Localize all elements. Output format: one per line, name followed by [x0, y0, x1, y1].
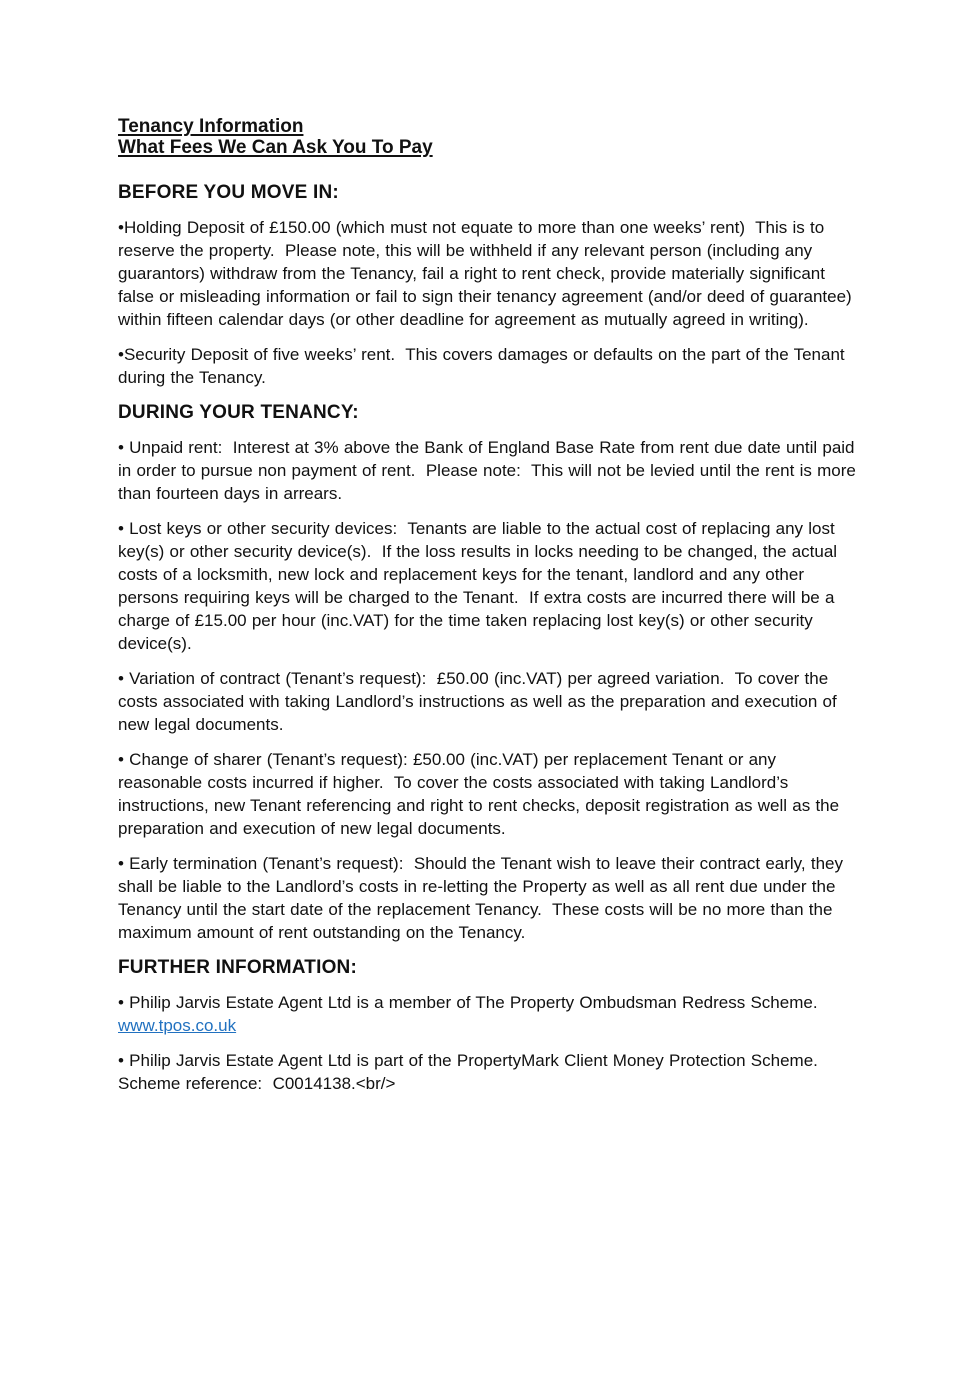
paragraph-early-termination: • Early termination (Tenant’s request): Should the Tenant wish to leave their contract early, they shall be liable to the Landlord’s costs in re-letting the Property as well as all rent due under the Tenancy until the start date of the replacement Tenancy. These costs will be no more than the maximum amount of rent outstanding on the Tenancy.: [118, 854, 849, 942]
heading-further-information: FURTHER INFORMATION:: [118, 957, 358, 978]
document-title-line1: Tenancy Information: [118, 116, 304, 137]
paragraph-change-of-sharer: • Change of sharer (Tenant’s request): £50.00 (inc.VAT) per replacement Tenant or any reasonable costs incurred if higher. To cover the costs associated with taking Landlord’s instructions, new Tenant referencing and right to rent checks, deposit registration as well as the preparation and execution of new legal documents.: [118, 750, 845, 838]
paragraph-security-deposit: •Security Deposit of five weeks’ rent. This covers damages or defaults on the part of the Tenant during the Tenancy.: [118, 345, 850, 387]
paragraph-unpaid-rent: • Unpaid rent: Interest at 3% above the Bank of England Base Rate from rent due date until paid in order to pursue non payment of rent. Please note: This will not be levied until the rent is more than fourteen days in arrears.: [118, 438, 862, 503]
document-title-line2: What Fees We Can Ask You To Pay: [118, 137, 433, 158]
document-title: [118, 116, 864, 158]
heading-before-you-move-in: BEFORE YOU MOVE IN:: [118, 182, 339, 203]
tpos-website-link[interactable]: www.tpos.co.uk: [118, 1016, 237, 1035]
paragraph-holding-deposit: •Holding Deposit of £150.00 (which must not equate to more than one weeks’ rent) This is to reserve the property. Please note, this will be withheld if any relevant person (including any guarantors) withdraw from the Tenancy, fail a right to rent check, provide materially significant false or misleading information or fail to sign their tenancy agreement (and/or deed of guarantee) within fifteen calendar days (or other deadline for agreement as mutually agreed in writing).: [118, 218, 857, 329]
paragraph-lost-keys: • Lost keys or other security devices: Tenants are liable to the actual cost of replacing any lost key(s) or other security device(s). If the loss results in locks needing to be changed, the actual costs of a locksmith, new lock and replacement keys for the tenant, landlord and any other persons requiring keys will be charged to the Tenant. If extra costs are incurred there will be a charge of £15.00 per hour (inc.VAT) for the time taken replacing lost key(s) or other security device(s).: [118, 519, 843, 653]
document-content: [118, 116, 864, 1107]
paragraph-variation-of-contract: • Variation of contract (Tenant’s request): £50.00 (inc.VAT) per agreed variation. To cover the costs associated with taking Landlord’s instructions as well as the preparation and execution of new legal documents.: [118, 669, 842, 734]
tpo-membership-text: • Philip Jarvis Estate Agent Ltd is a member of The Property Ombudsman Redress Scheme.: [118, 993, 818, 1012]
paragraph-tpo-membership: [118, 991, 864, 1037]
heading-during-your-tenancy: DURING YOUR TENANCY:: [118, 402, 359, 423]
paragraph-propertymark: • Philip Jarvis Estate Agent Ltd is part of the PropertyMark Client Money Protection Scheme. Scheme reference: C0014138.<br/>: [118, 1051, 824, 1093]
